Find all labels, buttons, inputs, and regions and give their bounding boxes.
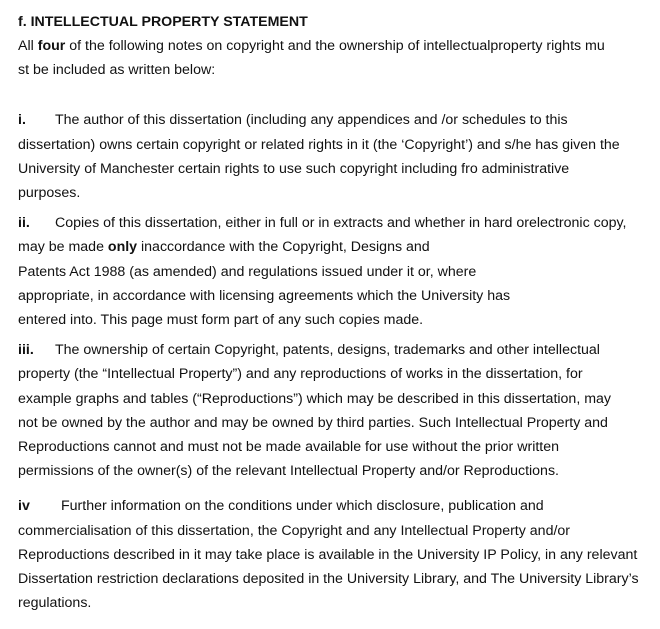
note-ii-line-4: appropriate, in accordance with licensing agreements which the University has (18, 287, 511, 304)
note-iv-text-1: Further information on the conditions under which disclosure, publication and (61, 498, 544, 515)
spacer (18, 82, 648, 108)
note-iii-marker: iii. (18, 342, 34, 359)
note-iii (18, 338, 648, 483)
note-i-line-1 (18, 108, 648, 132)
note-iv-line-5: regulations. (18, 595, 92, 612)
note-i-line-2: dissertation) owns certain copyright or related rights in it (the ‘Copyright’) and s/he has given the (18, 136, 620, 153)
note-iii-line-3: example graphs and tables (“Reproductions”) which may be described in this dissertation, may (18, 390, 612, 407)
note-ii-line-2-prefix: may be made (18, 239, 108, 256)
note-ii-emphasis: only (107, 239, 138, 256)
intro-emphasis: four (37, 38, 66, 54)
note-ii-text-1: Copies of this dissertation, either in full or in extracts and whether in hard orelectronic copy, (55, 215, 627, 232)
intro-line-1-rest: of the following notes on copyright and the ownership of intellectualproperty rights mu (65, 38, 605, 54)
note-iv-line-1 (18, 494, 648, 518)
note-ii-line-2-rest: inaccordance with the Copyright, Designs and (137, 239, 430, 256)
note-ii-line-1 (18, 211, 648, 235)
note-iii-line-1 (18, 338, 648, 362)
note-ii-line-2 (18, 235, 648, 259)
intro-prefix: All (18, 38, 38, 54)
note-iv-line-3: Reproductions described in it may take place is available in the University IP Policy, in any relevant (18, 546, 638, 563)
note-iii-line-5: Reproductions cannot and must not be made available for use without the prior written (18, 439, 560, 456)
section-heading: f. INTELLECTUAL PROPERTY STATEMENT (18, 14, 308, 30)
note-i-line-3: University of Manchester certain rights to use such copyright including fro administrative (18, 160, 570, 177)
document-page (18, 10, 648, 615)
note-i-line-4: purposes. (18, 185, 81, 202)
note-iii-line-2: property (the “Intellectual Property”) and any reproductions of works in the dissertation, for (18, 366, 583, 383)
note-iv (18, 494, 648, 615)
note-iii-line-6: permissions of the owner(s) of the relevant Intellectual Property and/or Reproductions. (18, 463, 559, 480)
note-ii (18, 211, 648, 332)
note-ii-line-3: Patents Act 1988 (as amended) and regulations issued under it or, where (18, 263, 477, 280)
note-i (18, 108, 648, 205)
intro-line-1 (18, 34, 648, 58)
note-iii-line-4: not be owned by the author and may be owned by third parties. Such Intellectual Property and (18, 414, 608, 431)
spacer (18, 483, 648, 494)
note-ii-line-5: entered into. This page must form part of any such copies made. (18, 312, 424, 329)
note-iv-line-2: commercialisation of this dissertation, the Copyright and any Intellectual Property and/or (18, 522, 571, 539)
note-iv-line-4: Dissertation restriction declarations deposited in the University Library, and The University Library’s (18, 571, 639, 588)
note-i-text-1: The author of this dissertation (including any appendices and /or schedules to this (55, 112, 568, 129)
intro-line-2: st be included as written below: (18, 62, 216, 79)
note-iv-marker: iv (18, 498, 30, 515)
note-iii-text-1: The ownership of certain Copyright, patents, designs, trademarks and other intellectual (55, 342, 600, 359)
note-i-marker: i. (18, 112, 26, 129)
note-ii-marker: ii. (18, 215, 30, 232)
intro-paragraph (18, 34, 648, 82)
